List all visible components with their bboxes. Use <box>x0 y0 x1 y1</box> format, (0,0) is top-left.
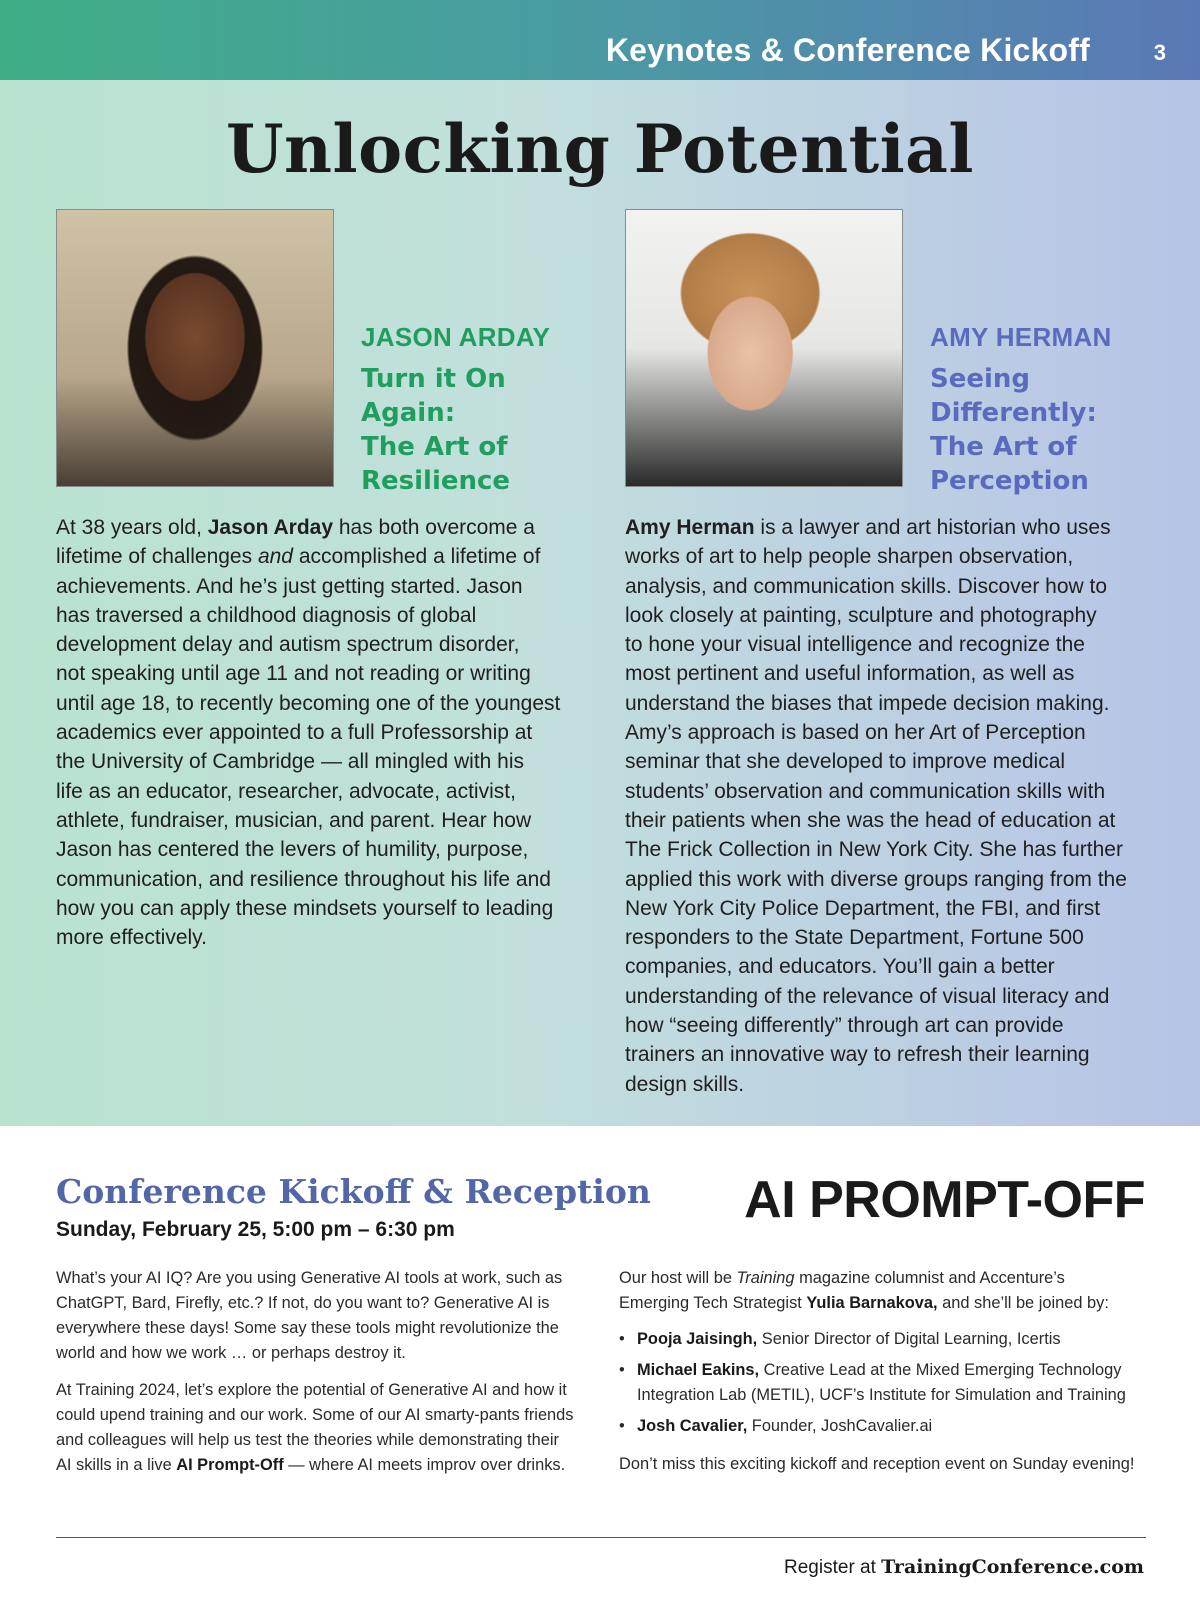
speaker-photo-jason <box>56 209 334 487</box>
list-item: • Pooja Jaisingh, Senior Director of Digital Learning, Icertis <box>619 1327 1139 1352</box>
kickoff-paragraph-2: At Training 2024, let’s explore the potential of Generative AI and how it could upend training and our work. Some of our AI smarty-pants friends and colleagues will help us test the theories while demonstrating their AI skills in a live AI Prompt-Off — where AI meets improv over drinks. <box>56 1381 574 1474</box>
closing-line: Don’t miss this exciting kickoff and reception event on Sunday evening! <box>619 1455 1135 1473</box>
speaker-photo-amy <box>625 209 903 487</box>
panelist-list <box>619 1327 1139 1445</box>
talk-title: Turn it On Again: The Art of Resilience <box>361 364 511 496</box>
page-title: Unlocking Potential <box>226 110 974 188</box>
speaker-name: JASON ARDAY <box>361 322 551 352</box>
page-number: 3 <box>1153 40 1166 65</box>
kickoff-date: Sunday, February 25, 5:00 pm – 6:30 pm <box>56 1218 455 1241</box>
speaker-bio: At 38 years old, Jason Arday has both overcome a lifetime of challenges and accomplished a lifetime of achievements. And he’s just getting started. Jason has traversed a childhood diagnosis of global development delay and autism spectrum disorder, not speaking until age 11 and not reading or writing until age 18, to recently becoming one of the youngest academics ever appointed to a full Professorship at the University of Cambridge — all mingled with his life as an educator, researcher, advocate, activist, athlete, fundraiser, musician, and parent. Hear how Jason has centered the levers of humility, purpose, communication, and resilience throughout his life and how you can apply these mindsets yourself to leading more effectively. <box>56 516 561 950</box>
speaker-name: AMY HERMAN <box>930 322 1112 352</box>
host-intro: Our host will be Training magazine columnist and Accenture’s Emerging Tech Strategist Yulia Barnakova, and she’ll be joined by: <box>619 1269 1109 1312</box>
list-item: • Josh Cavalier, Founder, JoshCavalier.ai <box>619 1414 1139 1439</box>
footer-divider <box>56 1537 1146 1538</box>
list-item: • Michael Eakins, Creative Lead at the Mixed Emerging Technology Integration Lab (METIL), UCF’s Institute for Simulation and Training <box>619 1358 1139 1408</box>
talk-title: Seeing Differently: The Art of Perception <box>930 364 1097 496</box>
register-link[interactable]: TrainingConference.com <box>881 1556 1144 1578</box>
register-line: Register at TrainingConference.com <box>784 1556 1144 1578</box>
section-title: Keynotes & Conference Kickoff <box>605 32 1090 68</box>
header-bar <box>0 0 1200 80</box>
kickoff-paragraph-1: What’s your AI IQ? Are you using Generative AI tools at work, such as ChatGPT, Bard, Firefly, etc.? If not, do you want to? Generative AI is everywhere these days! Some say these tools might revolutionize the world and how we work … or perhaps destroy it. <box>56 1269 563 1362</box>
speaker-bio: Amy Herman is a lawyer and art historian who uses works of art to help people sharpen observation, analysis, and communication skills. Discover how to look closely at painting, sculpture and photography to hone your visual intelligence and recognize the most pertinent and useful information, as well as understand the biases that impede decision making. Amy’s approach is based on her Art of Perception seminar that she developed to improve medical students’ observation and communication skills with their patients when she was the head of education at The Frick Collection in New York City. She has further applied this work with diverse groups ranging from the New York City Police Department, the FBI, and first responders to the State Department, Fortune 500 companies, and educators. You’ll gain a better understanding of the relevance of visual literacy and how “seeing differently” through art can provide trainers an innovative way to refresh their learning design skills. <box>625 516 1127 1096</box>
promptoff-heading: AI PROMPT-OFF <box>744 1171 1145 1229</box>
kickoff-heading: Conference Kickoff & Reception <box>56 1172 651 1211</box>
